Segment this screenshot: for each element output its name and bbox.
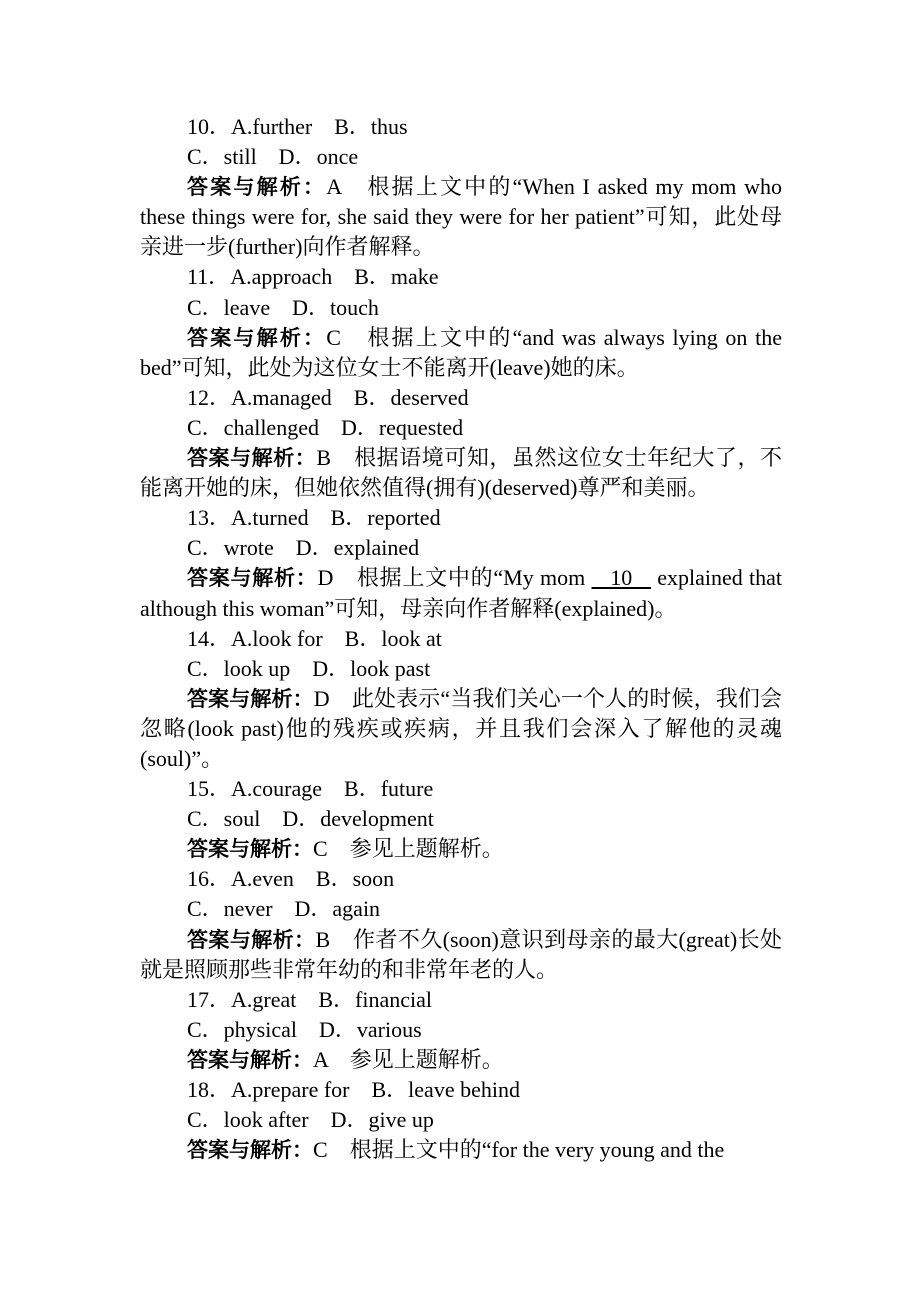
question-number: 17．: [187, 986, 232, 1012]
option-text: A.great B．financial: [231, 986, 433, 1012]
explanation-text: 根据上文中的“and was always lying on the bed”可知，此处为这位女士不能离开(leave)她的床。: [140, 324, 783, 380]
answer-letter: C: [326, 324, 341, 350]
question-number: 13．: [187, 505, 232, 531]
option-text: A.further B．thus: [231, 114, 408, 139]
question-number: 10．: [187, 114, 232, 139]
question-number: 12．: [187, 384, 232, 410]
answer-explanation: [140, 172, 782, 262]
options-line-1: [140, 262, 782, 292]
answer-explanation: [140, 834, 782, 864]
options-line-2: C．look up D．look past: [187, 655, 431, 681]
question: [140, 985, 782, 1075]
answer-letter: B: [315, 926, 331, 952]
answer-explanation: [140, 563, 782, 623]
question: [140, 112, 782, 262]
option-text: A.turned B．reported: [231, 505, 441, 531]
answer-explanation: [140, 925, 782, 985]
answer-explanation: [140, 1045, 782, 1075]
options-line-2: C．wrote D．explained: [187, 535, 420, 561]
options-line-1: [140, 624, 782, 654]
answer-letter: B: [316, 445, 331, 471]
document-body: [140, 112, 782, 1165]
options-line-2: C．challenged D．requested: [187, 414, 464, 440]
answer-label: 答案与解析：: [187, 175, 327, 200]
question-number: 18．: [187, 1077, 232, 1102]
answer-explanation: [140, 323, 782, 383]
option-text: A.look for B．look at: [231, 625, 442, 651]
question: [140, 624, 782, 774]
blank-number: 10: [591, 565, 651, 591]
answer-label: 答案与解析：: [187, 837, 313, 862]
question: [140, 383, 782, 503]
explanation-text: 参见上题解析。: [327, 1046, 504, 1072]
option-text: A.courage B．future: [231, 776, 434, 802]
answer-label: 答案与解析：: [187, 927, 316, 952]
explanation-text: 根据上文中的“for the very young and the: [327, 1137, 725, 1163]
answer-label: 答案与解析：: [187, 325, 327, 350]
options-line-1: [140, 383, 782, 413]
explanation-text-after: explained that although this woman”可知，母亲向作者解释(explained)。: [140, 565, 783, 621]
answer-letter: A: [326, 174, 341, 200]
options-line-1: [140, 985, 782, 1015]
question: [140, 864, 782, 984]
answer-letter: C: [313, 836, 328, 862]
answer-letter: A: [313, 1046, 328, 1072]
explanation-text: 此处表示“当我们关心一个人的时候，我们会忽略(look past)他的残疾或疾病，并且我们会深入了解他的灵魂(soul)”。: [140, 685, 782, 771]
answer-letter: D: [317, 565, 334, 591]
answer-label: 答案与解析：: [187, 566, 318, 591]
options-line-1: [140, 864, 782, 894]
explanation-text: 参见上题解析。: [327, 836, 504, 862]
answer-label: 答案与解析：: [187, 1047, 313, 1072]
explanation-text: 根据语境可知，虽然这位女士年纪大了，不能离开她的床，但她依然值得(拥有)(deserved)尊严和美丽。: [140, 445, 782, 501]
options-line-2: C．physical D．various: [187, 1016, 422, 1042]
question: [140, 503, 782, 623]
answer-letter: C: [313, 1137, 328, 1163]
option-text: A.even B．soon: [231, 866, 395, 892]
option-text: A.approach B．make: [230, 264, 439, 290]
question-number: 16．: [187, 866, 232, 892]
option-text: A.prepare for B．leave behind: [231, 1077, 520, 1102]
options-line-2: C．look after D．give up: [187, 1107, 434, 1133]
explanation-text: 作者不久(soon)意识到母亲的最大(great)长处就是照顾那些非常年幼的和非常年老的人。: [140, 926, 783, 982]
question-number: 14．: [187, 625, 232, 651]
question-number: 11．: [187, 264, 231, 290]
answer-explanation: [140, 684, 782, 774]
answer-letter: D: [313, 685, 330, 711]
question: [140, 774, 782, 864]
question-number: 15．: [187, 776, 232, 802]
answer-label: 答案与解析：: [187, 446, 317, 471]
options-line-2: C．soul D．development: [187, 806, 434, 832]
explanation-text: 根据上文中的“When I asked my mom who these things were for, she said they were for her patient”可知，此处母亲进一步(further)向作者解释。: [140, 174, 783, 260]
options-line-1: [140, 112, 782, 142]
option-text: A.managed B．deserved: [231, 384, 469, 410]
question: [140, 1075, 782, 1165]
options-line-1: [140, 503, 782, 533]
answer-label: 答案与解析：: [187, 1138, 313, 1163]
options-line-2: C．still D．once: [187, 144, 359, 170]
explanation-text: 根据上文中的“My mom: [333, 565, 592, 591]
options-line-1: [140, 1075, 782, 1105]
answer-label: 答案与解析：: [187, 686, 314, 711]
options-line-1: [140, 774, 782, 804]
question: [140, 262, 782, 382]
answer-explanation: [140, 1135, 782, 1165]
options-line-2: C．never D．again: [187, 896, 381, 922]
options-line-2: C．leave D．touch: [187, 294, 379, 320]
answer-explanation: [140, 443, 782, 503]
